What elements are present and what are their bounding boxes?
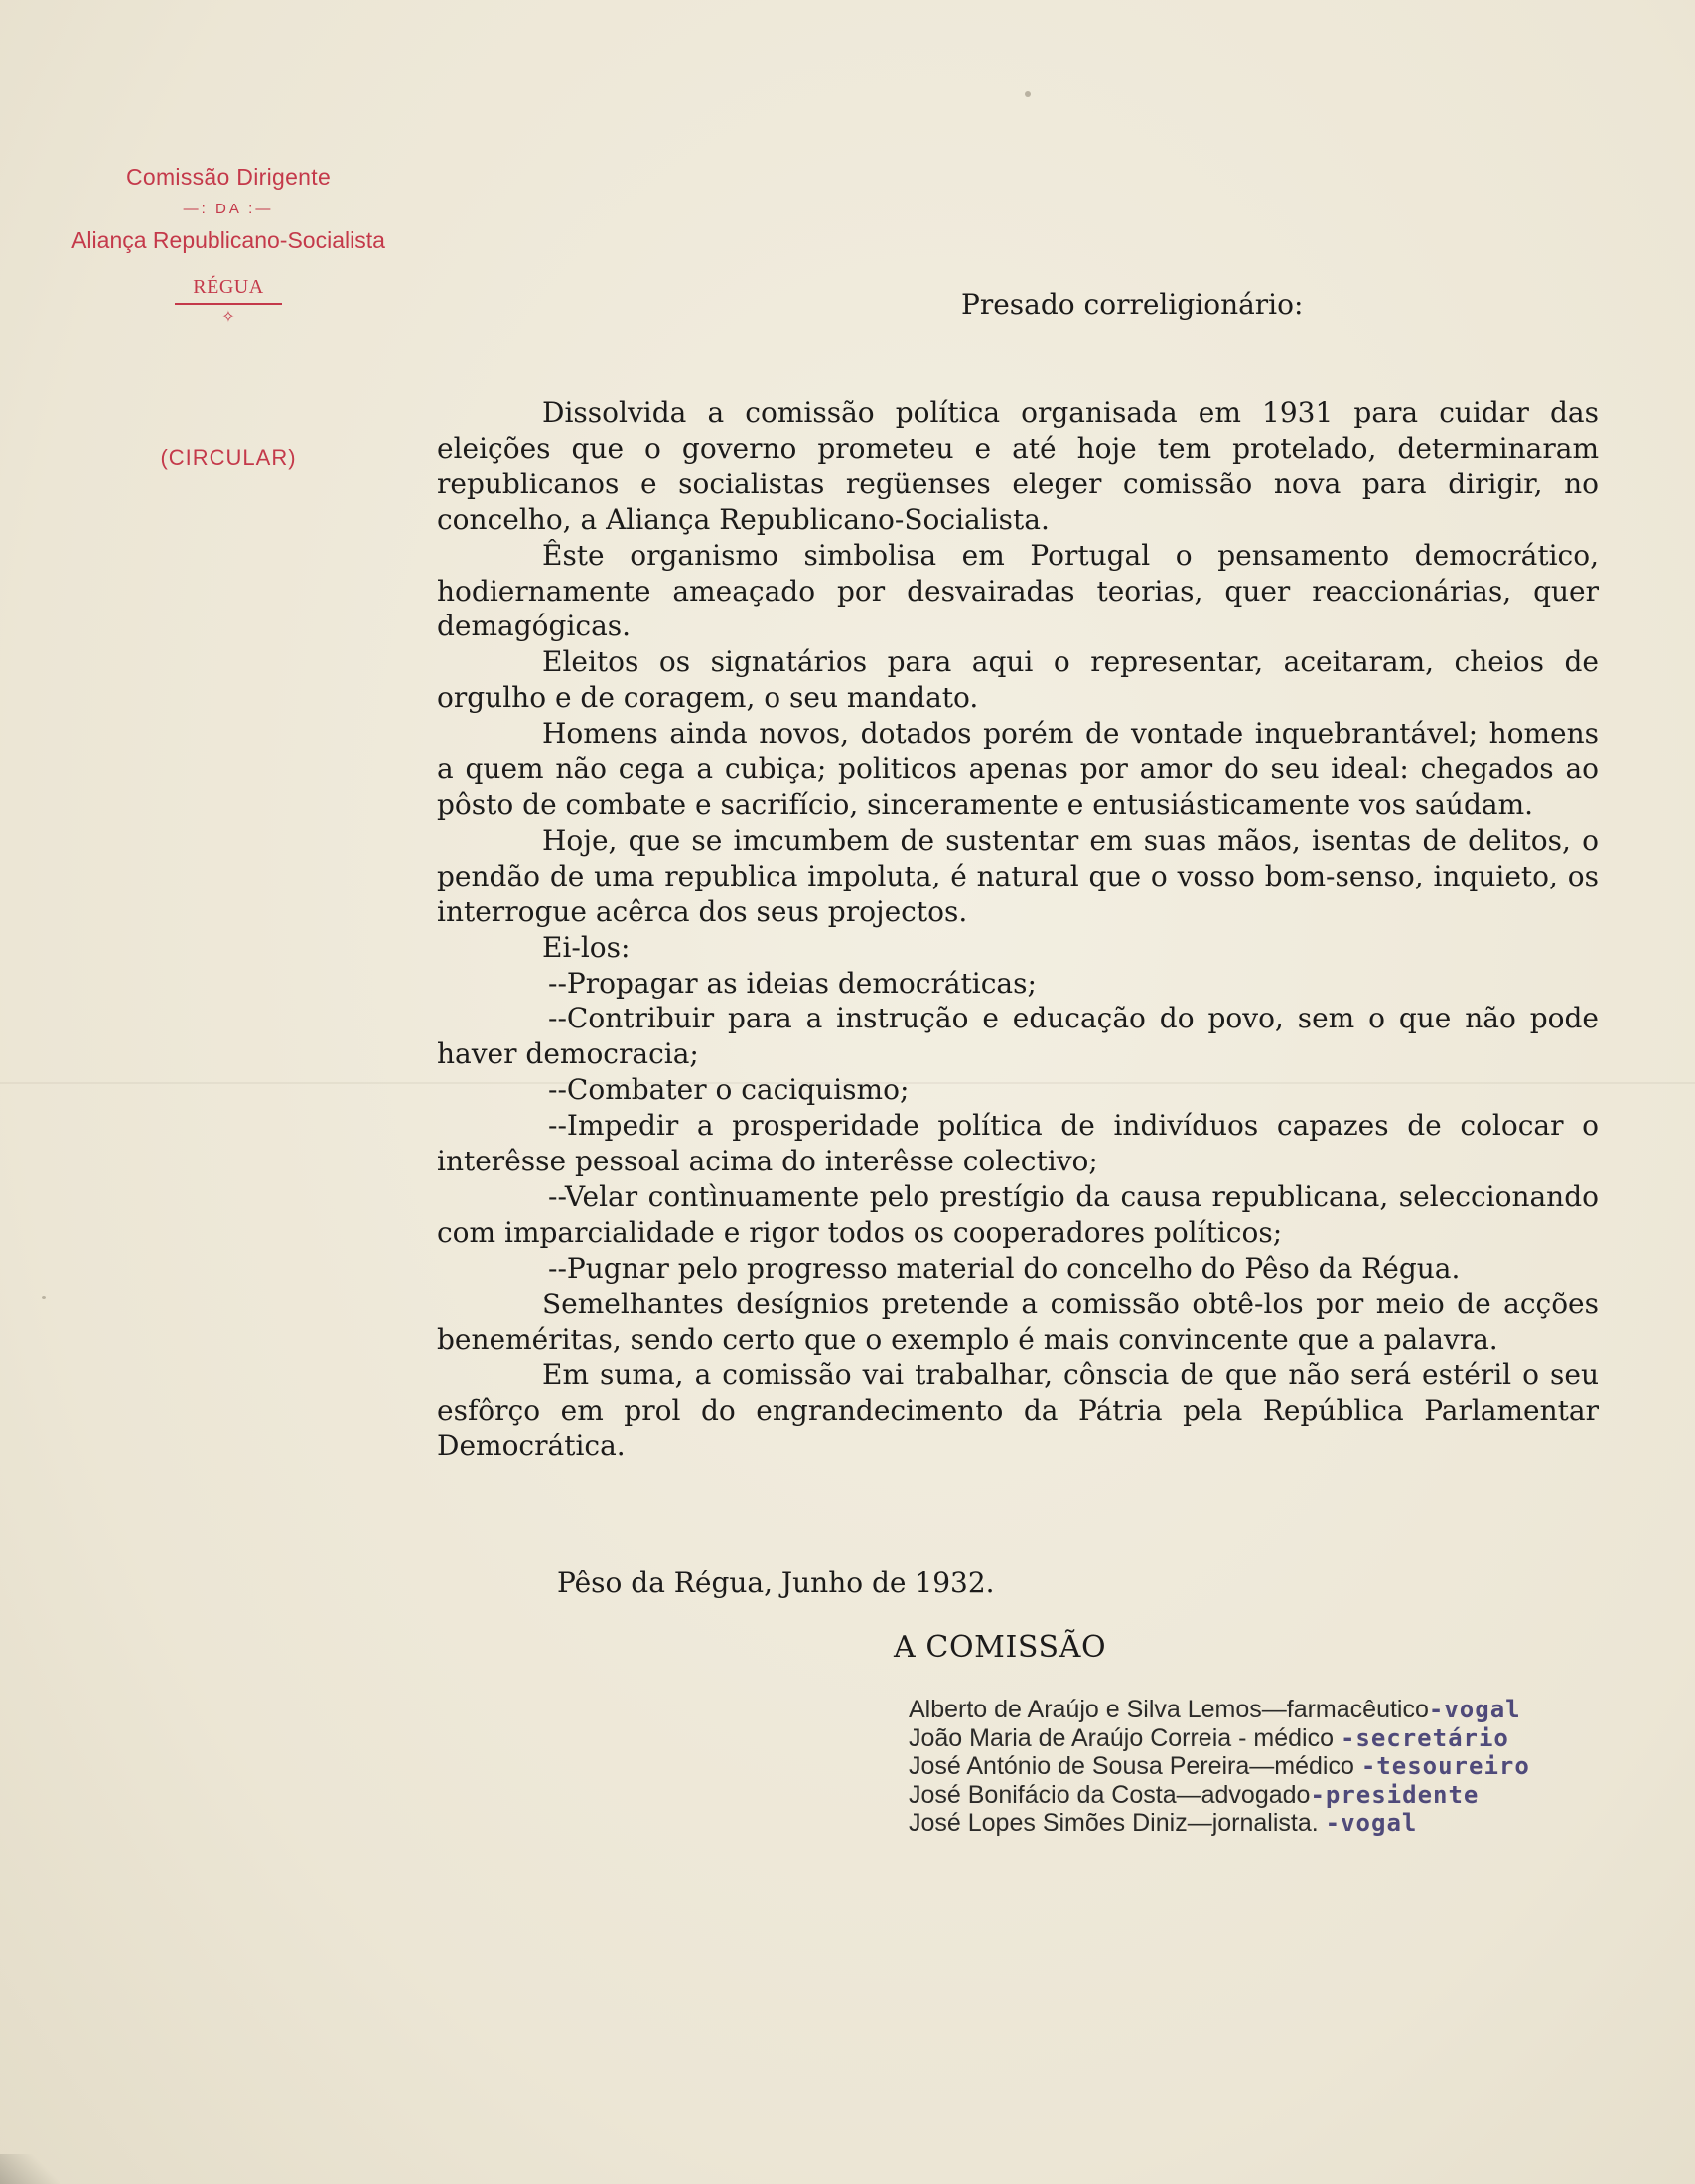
list-item: --Propagar as ideias democráticas; bbox=[548, 966, 1037, 1000]
letterhead-town: RÉGUA bbox=[193, 276, 264, 298]
letterhead-committee: Comissão Dirigente bbox=[125, 164, 332, 190]
salutation: Presado correligionário: bbox=[961, 288, 1304, 321]
paragraph: Hoje, que se imcumbem de sustentar em suas mãos, isentas de delitos, o pendão de uma republica impoluta, é natural que o vosso bom-senso, inquieto, os interrogue acêrca dos seus projectos. bbox=[437, 823, 1599, 928]
ornament-icon: ✧ bbox=[221, 309, 235, 326]
paragraph: Êste organismo simbolisa em Portugal o pensamento democrático, hodiernamente ameaçado por desvairadas teorias, quer reaccionárias, quer demagógicas. bbox=[437, 538, 1599, 643]
circular-label: (CIRCULAR) bbox=[160, 445, 297, 470]
signatory-role-stamp: -vogal bbox=[1325, 1809, 1418, 1837]
dateline: Pêso da Régua, Junho de 1932. bbox=[557, 1567, 995, 1599]
list-item: --Velar contìnuamente pelo prestígio da causa republicana, seleccionando com imparcialidade e rigor todos os cooperadores políticos; bbox=[437, 1179, 1599, 1249]
paper-speck bbox=[1025, 91, 1031, 97]
signatory-role-stamp: -vogal bbox=[1428, 1696, 1521, 1723]
signatory-role-stamp: -secretário bbox=[1340, 1723, 1509, 1752]
paragraph: Dissolvida a comissão política organisada em 1931 para cuidar das eleições que o governo prometeu e até hoje tem protelado, determinaram republicanos e socialistas regüenses eleger comissão nova para dirigir, no concelho, a Aliança Republicano-Socialista. bbox=[437, 396, 1599, 536]
list-item: --Combater o caciquismo; bbox=[548, 1073, 910, 1107]
letterhead bbox=[60, 164, 397, 327]
list-item: --Pugnar pelo progresso material do concelho do Pêso da Régua. bbox=[548, 1251, 1461, 1285]
paragraph: Ei-los: bbox=[542, 930, 631, 964]
signatory-list bbox=[909, 1696, 1683, 1838]
commission-heading: A COMISSÃO bbox=[894, 1630, 1107, 1665]
signatory-role-stamp: -tesoureiro bbox=[1360, 1752, 1530, 1780]
page-corner-shadow bbox=[0, 2154, 60, 2184]
signatory-name: José António de Sousa Pereira—médico bbox=[909, 1752, 1354, 1780]
paper-speck bbox=[42, 1296, 46, 1299]
letter-body bbox=[437, 395, 1599, 1464]
paragraph: Homens ainda novos, dotados porém de vontade inquebrantável; homens a quem não cega a cubiça; politicos apenas por amor do seu ideal: chegados ao pôsto de combate e sacrifício, sinceramente e entusiásticamente vos saúdam. bbox=[437, 717, 1599, 821]
signatory-row bbox=[909, 1781, 1683, 1810]
signatory-row bbox=[909, 1696, 1683, 1724]
list-item: --Contribuir para a instrução e educação do povo, sem o que não pode haver democracia; bbox=[437, 1002, 1599, 1071]
letterhead-rule bbox=[175, 303, 282, 305]
letterhead-party: Aliança Republicano-Socialista bbox=[71, 227, 385, 253]
letterhead-da: —: DA :— bbox=[183, 201, 274, 217]
paragraph: Semelhantes desígnios pretende a comissão obtê-los por meio de acções beneméritas, sendo certo que o exemplo é mais convincente que a palavra. bbox=[437, 1287, 1599, 1356]
signatory-row bbox=[909, 1724, 1683, 1753]
signatory-role-stamp: -presidente bbox=[1310, 1780, 1480, 1809]
signatory-row bbox=[909, 1752, 1683, 1781]
signatory-row bbox=[909, 1809, 1683, 1838]
list-item: --Impedir a prosperidade política de indivíduos capazes de colocar o interêsse pessoal acima do interêsse colectivo; bbox=[437, 1109, 1599, 1178]
paragraph: Eleitos os signatários para aqui o representar, aceitaram, cheios de orgulho e de coragem, o seu mandato. bbox=[437, 645, 1599, 715]
signatory-name: José Lopes Simões Diniz—jornalista. bbox=[909, 1809, 1319, 1837]
signatory-name: Alberto de Araújo e Silva Lemos—farmacêutico bbox=[909, 1696, 1429, 1723]
signatory-name: João Maria de Araújo Correia - médico bbox=[909, 1723, 1334, 1752]
paragraph: Em suma, a comissão vai trabalhar, cônscia de que não será estéril o seu esfôrço em prol do engrandecimento da Pátria pela República Parlamentar Democrática. bbox=[437, 1358, 1599, 1463]
signatory-name: José Bonifácio da Costa—advogado bbox=[909, 1780, 1311, 1809]
